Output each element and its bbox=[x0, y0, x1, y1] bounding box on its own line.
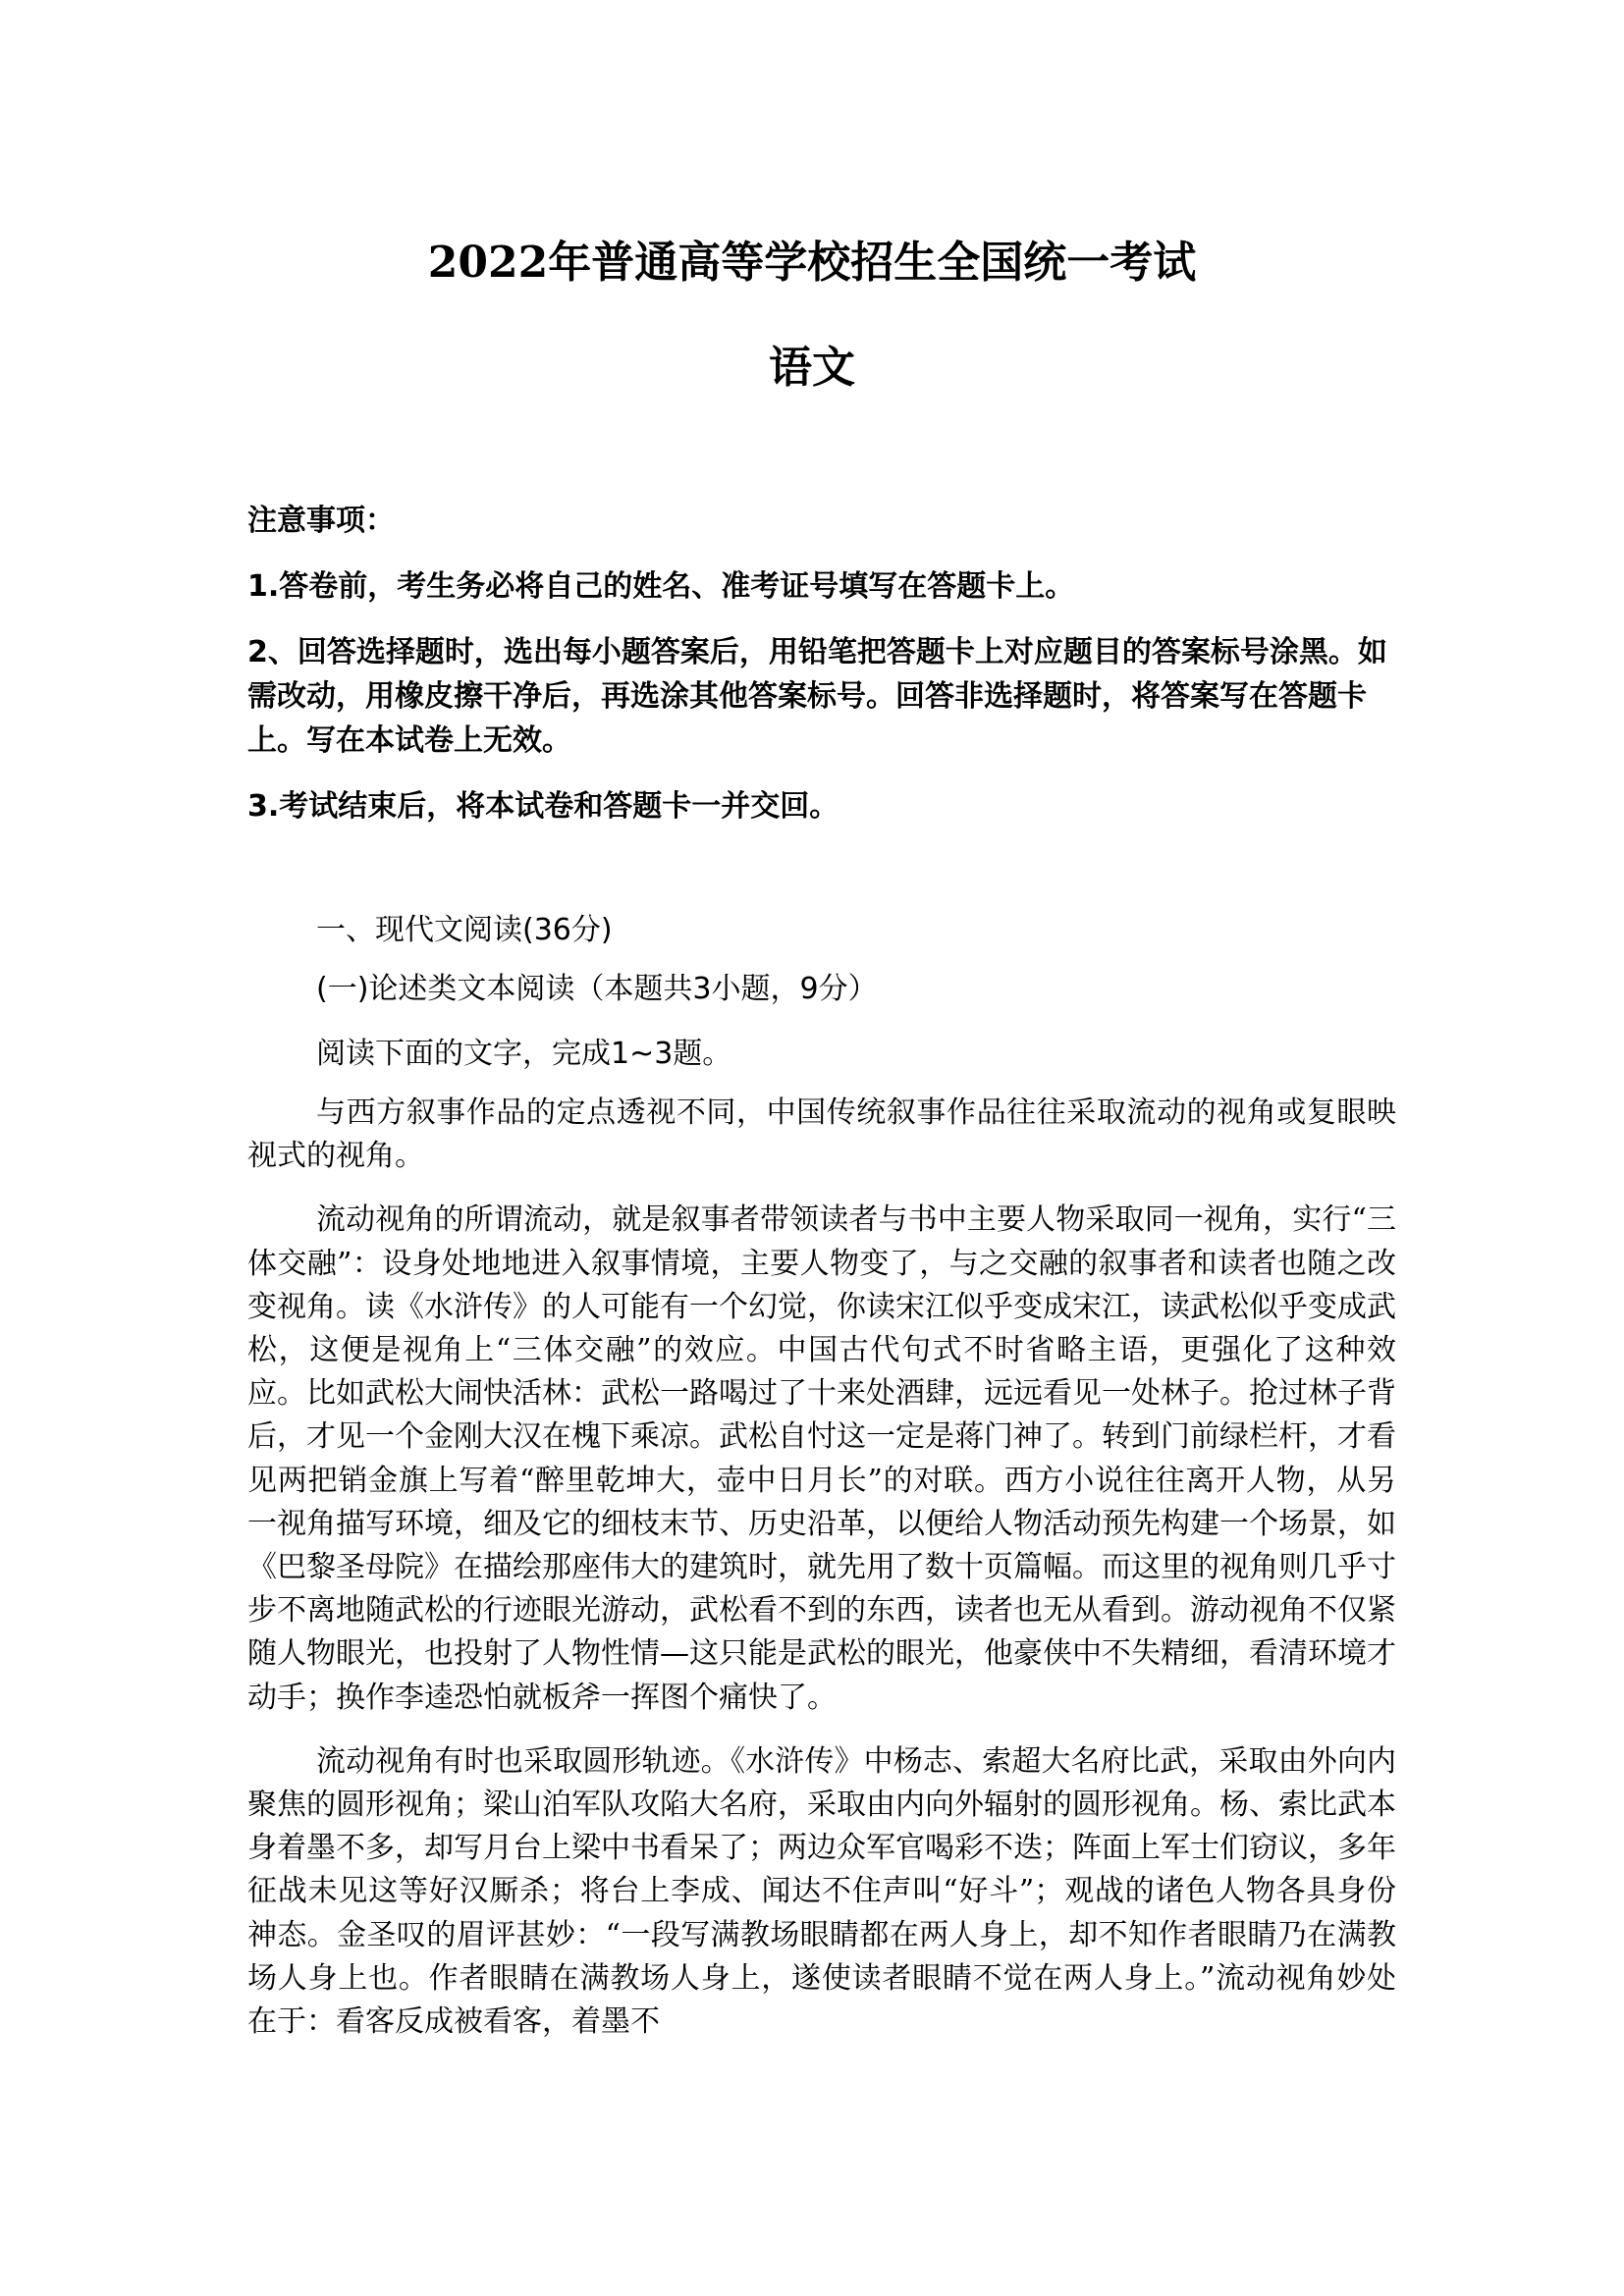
section-title: 一、现代文阅读(36分) bbox=[316, 913, 613, 947]
notes-item-1: 1.答卷前，考生务必将自己的姓名、准考证号填写在答题卡上。 bbox=[247, 569, 1075, 604]
subsection-title: (一)论述类文本阅读（本题共3小题，9分） bbox=[316, 972, 878, 1006]
exam-title: 2022年普通高等学校招生全国统一考试 bbox=[427, 238, 1197, 288]
passage-body bbox=[247, 1092, 1396, 2064]
instruction-text: 阅读下面的文字，完成1~3题。 bbox=[316, 1037, 732, 1071]
notes-item-2: 2、回答选择题时，选出每小题答案后，用铅笔把答题卡上对应题目的答案标号涂黑。如需改动，用橡皮擦干净后，再选涂其他答案标号。回答非选择题时，将答案写在答题卡上。写在本试卷上无效。 bbox=[247, 635, 1387, 758]
subject-title: 语文 bbox=[769, 343, 855, 393]
passage-paragraph-1: 与西方叙事作品的定点透视不同，中国传统叙事作品往往采取流动的视角或复眼映视式的视角。 bbox=[247, 1095, 1396, 1174]
notes-block bbox=[247, 499, 1396, 850]
notes-heading: 注意事项： bbox=[247, 504, 395, 538]
notes-item-3: 3.考试结束后，将本试卷和答题卡一并交回。 bbox=[247, 789, 839, 824]
passage-paragraph-3: 流动视角有时也采取圆形轨迹。《水浒传》中杨志、索超大名府比武，采取由外向内聚焦的圆形视角；梁山泊军队攻陷大名府，采取由内向外辐射的圆形视角。杨、索比武本身着墨不多，却写月台上梁中书看呆了；两边众军官喝彩不迭；阵面上军士们窃议，多年征战未见这等好汉厮杀；将台上李成、闻达不住声叫“好斗”；观战的诸色人物各具身份神态。金圣叹的眉评甚妙：“一段写满教场眼睛都在两人身上，却不知作者眼睛乃在满教场人身上也。作者眼睛在满教场人身上，遂使读者眼睛不觉在两人身上。”流动视角妙处在于：看客反成被看客，着墨不 bbox=[247, 1743, 1396, 2040]
passage-paragraph-2: 流动视角的所谓流动，就是叙事者带领读者与书中主要人物采取同一视角，实行“三体交融”：设身处地地进入叙事情境，主要人物变了，与之交融的叙事者和读者也随之改变视角。读《水浒传》的人可能有一个幻觉，你读宋江似乎变成宋江，读武松似乎变成武松，这便是视角上“三体交融”的效应。中国古代句式不时省略主语，更强化了这种效应。比如武松大闹快活林：武松一路喝过了十来处酒肆，远远看见一处林子。抢过林子背后，才见一个金刚大汉在槐下乘凉。武松自忖这一定是蒋门神了。转到门前绿栏杆，才看见两把销金旗上写着“醉里乾坤大，壶中日月长”的对联。西方小说往往离开人物，从另一视角描写环境，细及它的细枝末节、历史沿革，以便给人物活动预先构建一个场景，如《巴黎圣母院》在描绘那座伟大的建筑时，就先用了数十页篇幅。而这里的视角则几乎寸步不离地随武松的行迹眼光游动，武松看不到的东西，读者也无从看到。游动视角不仅紧随人物眼光，也投射了人物性情—这只能是武松的眼光，他豪侠中不失精细，看清环境才动手；换作李逵恐怕就板斧一挥图个痛快了。 bbox=[247, 1202, 1396, 1715]
